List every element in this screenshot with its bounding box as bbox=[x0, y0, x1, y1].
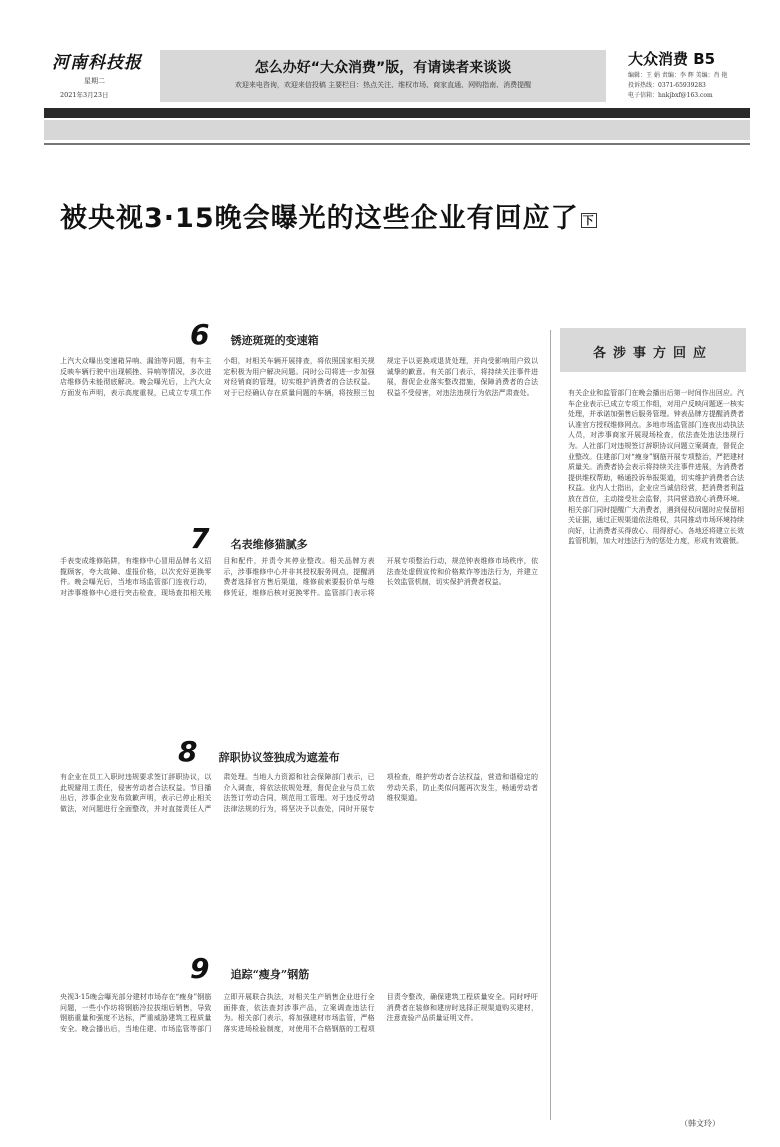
section-6-body: 上汽大众曝出变速箱异响、漏油等问题，有车主反映车辆行驶中出现顿挫、异响等情况，多次进店维修仍未能彻底解决。晚会曝光后，上汽大众方面发布声明，表示高度重视，已成立专项工作小组，对相关车辆开展排查，将依照国家相关规定积极为用户解决问题。同时公司将进一步加强对经销商的管理，切实维护消费者的合法权益。对于已经确认存在质量问题的车辆，将按照三包规定予以更换或退货处理，并向受影响用户致以诚挚的歉意。有关部门表示，将持续关注事件进展，督促企业落实整改措施，保障消费者的合法权益不受侵害，对违法违规行为依法严肃查处。 bbox=[60, 357, 538, 397]
section-name: 大众消费 B5 bbox=[628, 50, 716, 68]
section-number: 6 bbox=[190, 318, 210, 351]
section-8-heading bbox=[178, 735, 538, 775]
email-line: 电子信箱：hnkjbxf@163.com bbox=[628, 92, 713, 99]
section-title: 名表维修猫腻多 bbox=[230, 538, 308, 551]
header-rule-thick bbox=[44, 108, 750, 118]
headline-text: 被央视3·15晚会曝光的这些企业有回应了 bbox=[60, 203, 579, 234]
masthead-info bbox=[628, 71, 738, 101]
newspaper-logo: 河南科技报 bbox=[52, 53, 142, 73]
section-9-body: 央视3·15晚会曝光部分建材市场存在“瘦身”钢筋问题，一些小作坊将钢筋冷拉拔细后销售，导致钢筋重量和强度不达标，严重威胁建筑工程质量安全。晚会播出后，当地住建、市场监管等部门立即开展联合执法，对相关生产销售企业进行全面排查，依法查封涉事产品，立案调查违法行为。相关部门表示，将加强建材市场监管，严格落实进场检验制度，对使用不合格钢筋的工程项目责令整改，确保建筑工程质量安全。同时呼吁消费者在装修和建房时选择正规渠道购买建材，注意查验产品质量证明文件。 bbox=[60, 993, 538, 1033]
weekday: 星期二 bbox=[84, 77, 105, 85]
header-rule-thin bbox=[44, 143, 750, 145]
section-number: 8 bbox=[178, 735, 198, 768]
header-rule-grey bbox=[44, 120, 750, 140]
issue-date: 2021年3月23日 bbox=[60, 91, 109, 99]
section-6-heading bbox=[190, 318, 530, 358]
band-subtitle: 欢迎来电咨询，欢迎来信投稿 主要栏目：热点关注、维权市场、商家直通、网购指南、消费提醒 bbox=[234, 81, 532, 89]
section-8-body: 有企业在员工入职时违规要求签订辞职协议，以此规避用工责任，侵害劳动者合法权益。节目播出后，涉事企业发布致歉声明，表示已停止相关做法，对问题进行全面整改，并对直接责任人严肃处理。当地人力资源和社会保障部门表示，已介入调查，将依法依规处理，督促企业与员工依法签订劳动合同，规范用工管理。对于违反劳动法律法规的行为，将坚决予以查处，同时开展专项检查，维护劳动者合法权益，营造和谐稳定的劳动关系，防止类似问题再次发生，畅通劳动者维权渠道。 bbox=[60, 773, 538, 813]
hotline-line: 投诉热线：0371-65939283 bbox=[628, 82, 706, 89]
editor-line: 编辑：王 娟 责编：李 辉 美编：肖 艳 bbox=[628, 72, 728, 79]
sidebar-title: 各涉事方回应 bbox=[592, 346, 713, 361]
section-title: 辞职协议签独成为遮羞布 bbox=[218, 751, 340, 764]
section-number: 7 bbox=[190, 522, 210, 555]
section-title: 追踪“瘦身”钢筋 bbox=[230, 968, 310, 981]
headline-part-tag: 下 bbox=[582, 213, 595, 227]
sidebar-body: 有关企业和监管部门在晚会播出后第一时间作出回应。汽车企业表示已成立专项工作组，对用户反映问题逐一核实处理，并承诺加强售后服务管理。钟表品牌方提醒消费者认准官方授权维修网点。多地市场监管部门连夜出动执法人员，对涉事商家开展现场检查，依法查处违法违规行为。人社部门对违规签订辞职协议问题立案调查，督促企业整改。住建部门对“瘦身”钢筋开展专项整治，严把建材质量关。消费者协会表示将持续关注事件进展，为消费者提供维权帮助，畅通投诉举报渠道，切实维护消费者合法权益。业内人士指出，企业应当诚信经营，把消费者利益放在首位，主动接受社会监督，共同营造放心消费环境。相关部门同时提醒广大消费者，遇到侵权问题时应保留相关证据，通过正规渠道依法维权，共同推动市场环境持续向好，让消费者买得放心、用得舒心。各地还将建立长效监管机制，加大对违法行为的惩处力度，形成有效震慑。 bbox=[568, 389, 744, 546]
band-title: 怎么办好“大众消费”版，有请读者来谈谈 bbox=[254, 60, 512, 76]
sidebar-divider bbox=[550, 330, 551, 1120]
section-title: 锈迹斑斑的变速箱 bbox=[230, 334, 319, 347]
section-9-heading bbox=[190, 952, 530, 992]
section-number: 9 bbox=[190, 952, 210, 985]
section-7-body: 手表变成维修陷阱，有维修中心冒用品牌名义招揽顾客，夸大故障、虚报价格，以次充好更换零件。晚会曝光后，当地市场监管部门连夜行动，对涉事维修中心进行突击检查，现场查扣相关账目和配件，并责令其停业整改。相关品牌方表示，涉事维修中心并非其授权服务网点，提醒消费者选择官方售后渠道，维修前索要报价单与维修凭证，维修后核对更换零件。监管部门表示将开展专项整治行动，规范钟表维修市场秩序，依法查处虚假宣传和价格欺诈等违法行为，并建立长效监管机制，切实保护消费者权益。 bbox=[60, 557, 538, 597]
page-headline bbox=[60, 196, 740, 235]
byline: （韩文玲） bbox=[680, 1119, 720, 1128]
